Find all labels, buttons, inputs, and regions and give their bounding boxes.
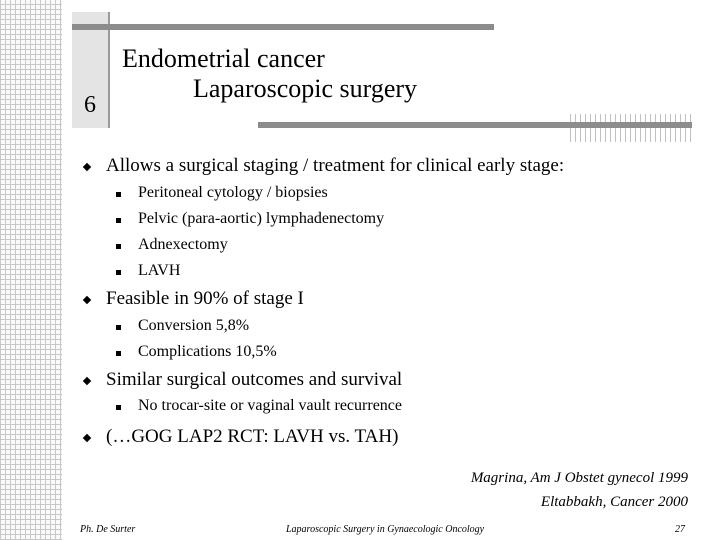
square-bullet-icon (116, 405, 121, 410)
sub-bullet-text: Conversion 5,8% (138, 317, 250, 334)
diamond-bullet-icon (83, 296, 91, 304)
square-bullet-icon (116, 192, 121, 197)
square-bullet-icon (116, 218, 121, 223)
square-bullet-icon (116, 270, 121, 275)
diamond-bullet-icon (83, 377, 91, 385)
slide-title-line2: Laparoscopic surgery (193, 74, 418, 103)
title-rule-top (72, 24, 494, 30)
square-bullet-icon (116, 325, 121, 330)
sub-bullet-text: Complications 10,5% (138, 343, 277, 360)
citation: Eltabbakh, Cancer 2000 (540, 494, 688, 510)
sub-bullet-text: No trocar-site or vaginal vault recurrence (138, 397, 402, 414)
citation: Magrina, Am J Obstet gynecol 1999 (470, 470, 688, 486)
diamond-bullet-icon (83, 163, 91, 171)
bullet-text: (…GOG LAP2 RCT: LAVH vs. TAH) (106, 426, 399, 447)
footer-page-number: 27 (675, 524, 685, 535)
sub-bullet-text: Peritoneal cytology / biopsies (138, 184, 328, 201)
square-bullet-icon (116, 244, 121, 249)
diamond-bullet-icon (83, 434, 91, 442)
title-rule-bottom (258, 122, 692, 128)
square-bullet-icon (116, 351, 121, 356)
footer-author: Ph. De Surter (80, 524, 136, 535)
sub-bullet-text: Pelvic (para-aortic) lymphadenectomy (138, 210, 385, 227)
footer-course: Laparoscopic Surgery in Gynaecologic Oncology (286, 524, 485, 535)
bullet-text: Allows a surgical staging / treatment for clinical early stage: (106, 155, 565, 176)
bullet-text: Feasible in 90% of stage I (106, 288, 304, 309)
grid-decoration (0, 0, 62, 540)
slide-number: 6 (84, 92, 96, 118)
sub-bullet-text: Adnexectomy (138, 236, 228, 253)
sub-bullet-text: LAVH (138, 262, 181, 279)
bullet-text: Similar surgical outcomes and survival (106, 369, 403, 390)
slide-title-line1: Endometrial cancer (122, 44, 325, 73)
grid-decoration-small (570, 114, 692, 142)
